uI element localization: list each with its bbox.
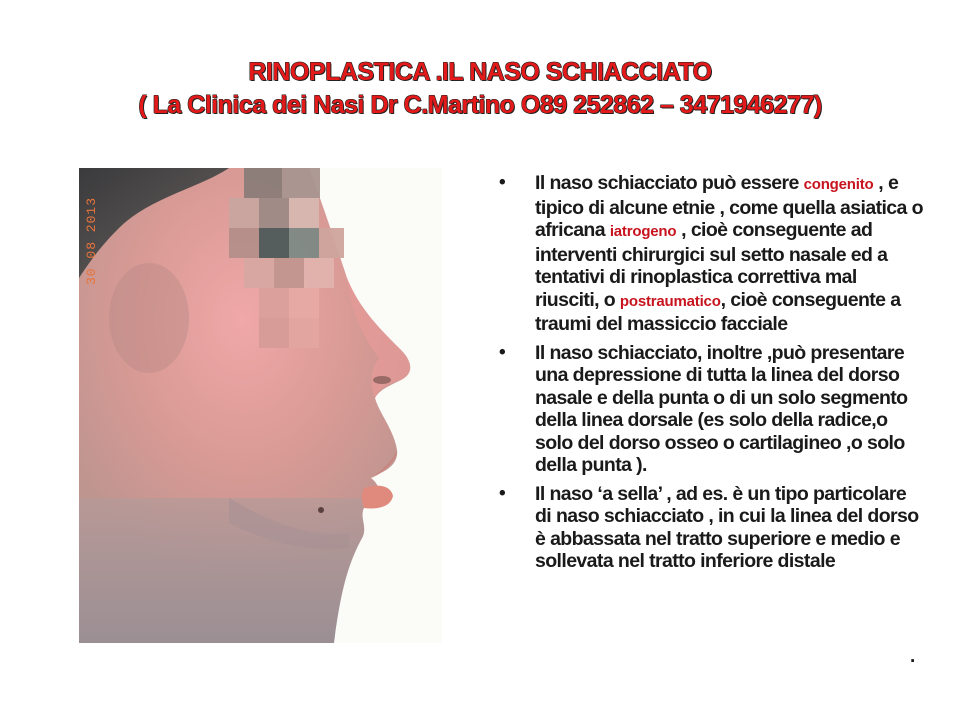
- highlighted-term-iatrogeno: iatrogeno: [609, 223, 677, 240]
- bullet-marker: •: [499, 482, 506, 504]
- bullet-text-segment: Il naso schiacciato, inoltre ,può presentare una depressione di tutta la linea del dorso nasale e della punta o di un solo segmento della linea dorsale (es solo della radice,o solo del dorso osseo o cartilagineo ,o solo della punta ).: [535, 341, 908, 476]
- highlighted-term-postraumatico: postraumatico: [619, 292, 721, 310]
- bullet-text-segment: Il naso schiacciato può essere: [535, 172, 804, 194]
- trailing-period: .: [910, 646, 916, 667]
- bullet-text-segment: , e tipico di alcune etnie , come quella asiatica o africana: [535, 172, 923, 241]
- clinic-contact-line: ( La Clinica dei Nasi Dr C.Martino O89 252862 – 3471946277): [138, 91, 822, 119]
- bullet-text-segment: , cioè conseguente ad interventi chirurgici sul setto nasale ed a tentativi di rinoplastica correttiva mal riusciti, o: [535, 219, 888, 311]
- bullet-item: [495, 172, 925, 336]
- photo-date-stamp: 30 08 2013: [84, 196, 99, 285]
- patient-profile-photo: [79, 168, 442, 643]
- highlighted-term-congenito: congenito: [803, 176, 874, 193]
- bullet-list: [495, 172, 925, 579]
- bullet-item: [495, 483, 925, 573]
- bullet-text-segment: Il naso ‘a sella’ , ad es. è un tipo particolare di naso schiacciato , in cui la linea del dorso è abbassata nel tratto superiore e medio e sollevata nel tratto inferiore distale: [535, 482, 919, 572]
- bullet-text-segment: , cioè conseguente a traumi del massiccio facciale: [535, 288, 901, 335]
- bullet-marker: •: [499, 341, 506, 363]
- bullet-marker: •: [499, 172, 506, 193]
- bullet-item: [495, 342, 925, 477]
- slide-title: RINOPLASTICA .IL NASO SCHIACCIATO: [248, 58, 712, 86]
